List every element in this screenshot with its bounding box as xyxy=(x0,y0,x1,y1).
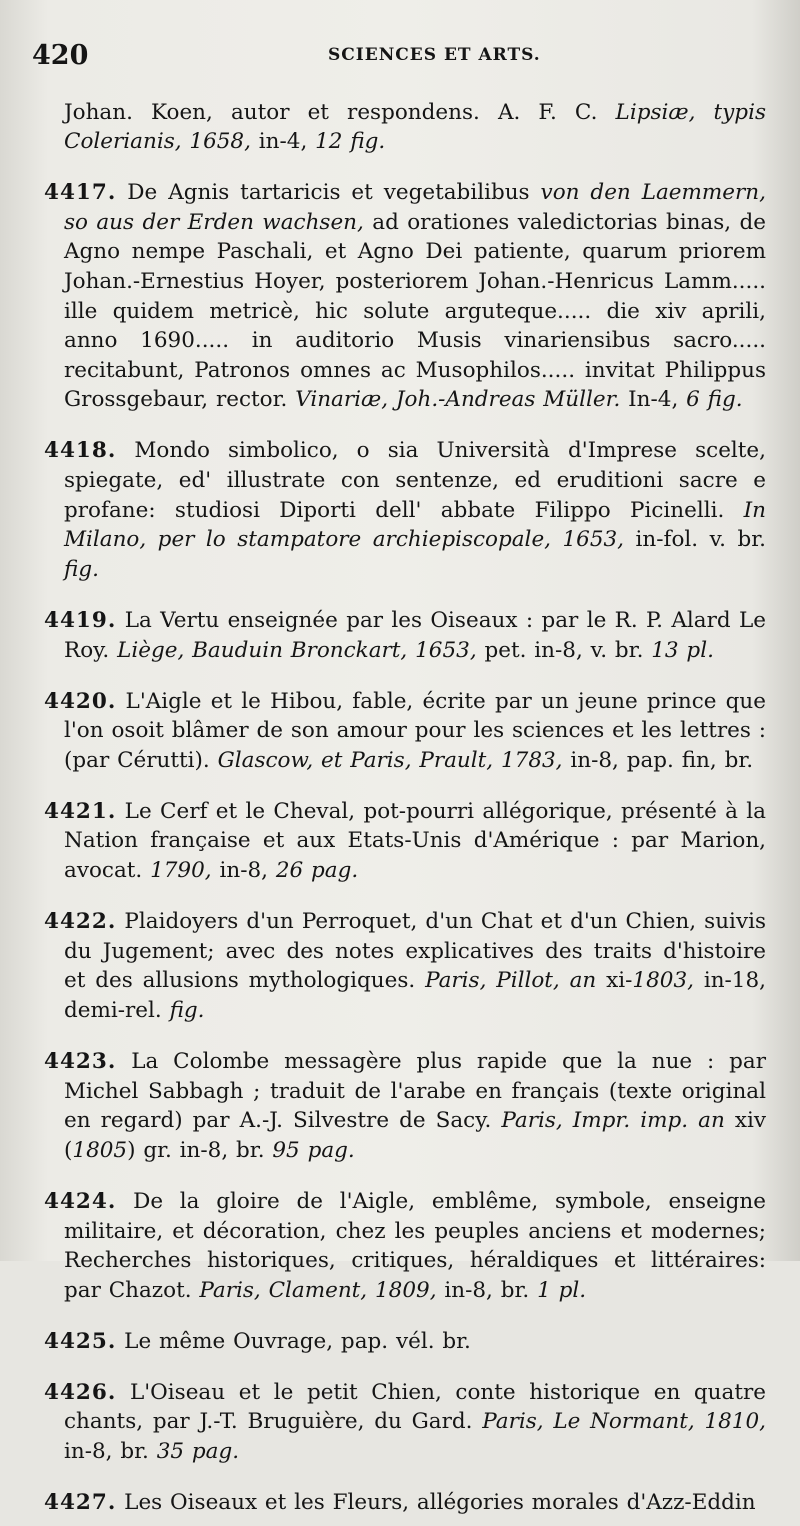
entry-text: in-4, xyxy=(250,129,316,155)
entry-text: in-8, xyxy=(211,858,276,884)
entry-imprint-italic: Paris, Pillot, an xyxy=(425,968,597,994)
catalogue-entry xyxy=(44,1047,766,1165)
entry-imprint-italic: von den Laemmern, so aus der Erden wachsen, xyxy=(64,180,766,235)
entry-number: 4417. xyxy=(44,180,117,206)
entry-imprint-italic: Paris, Clament, 1809, xyxy=(199,1277,437,1303)
entry-imprint-italic: 35 pag. xyxy=(156,1439,240,1465)
entry-imprint-italic: 95 pag. xyxy=(272,1137,355,1163)
entry-text: Mondo simbolico, o sia Università d'Imprese scelte, spiegate, ed' illustrate con sentenze, ed eruditioni sacre e profane: studiosi Diporti dell' abbate Filippo Picinelli. xyxy=(64,438,766,523)
entry-continuation xyxy=(44,98,766,157)
catalogue-entries xyxy=(44,76,766,1526)
entry-text: Les Oiseaux et les Fleurs, allégories morales d'Azz-Eddin xyxy=(124,1490,756,1516)
entry-text: L'Oiseau et le petit Chien, conte historique en quatre chants, par J.-T. Bruguière, du Gard. xyxy=(64,1379,766,1435)
entry-imprint-italic: 1803, xyxy=(632,968,694,994)
entry-number: 4423. xyxy=(44,1049,117,1075)
entry-imprint-italic: 6 fig. xyxy=(686,387,743,413)
entry-text: La Vertu enseignée par les Oiseaux : par le R. P. Alard Le Roy. xyxy=(64,607,766,663)
entry-imprint-italic: Glascow, et Paris, Prault, 1783, xyxy=(217,747,563,773)
entry-imprint-italic: 12 fig. xyxy=(315,129,386,155)
page-header xyxy=(28,36,740,76)
running-title: SCIENCES ET ARTS. xyxy=(328,45,541,65)
entry-text: in-8, br. xyxy=(64,1439,157,1465)
entry-imprint-italic: 13 pl. xyxy=(651,637,714,663)
entry-imprint-italic: 1790, xyxy=(150,858,212,884)
entry-text: in-fol. v. br. xyxy=(624,527,766,553)
entry-imprint-italic: Vinariæ, Joh.-Andreas Müller. xyxy=(295,387,621,413)
entry-imprint-italic: 26 pag. xyxy=(275,858,359,884)
catalogue-entry xyxy=(44,1187,766,1305)
entry-text: L'Aigle et le Hibou, fable, écrite par un jeune prince que l'on osoit blâmer de son amour pour les sciences et les lettres : (par Cérutti). xyxy=(64,688,767,773)
entry-imprint-italic: 1805 xyxy=(72,1137,128,1163)
catalogue-entry xyxy=(44,907,766,1025)
catalogue-entry xyxy=(44,606,766,665)
entry-imprint-italic: Liège, Bauduin Bronckart, 1653, xyxy=(117,637,477,663)
entry-text: pet. in-8, v. br. xyxy=(476,637,652,663)
entry-number: 4420. xyxy=(44,688,117,714)
catalogue-entry xyxy=(44,178,766,415)
entry-text: ad orationes valedictorias binas, de Agno nempe Paschali, et Agno Dei patiente, quarum priorem Johan.-Ernestius Hoyer, posteriorem Johan.-Henricus Lamm..... ille quidem metricè, hic solute arguteque..... die xiv aprili, anno 1690..... in auditorio Musis vinariensibus sacro..... recitabunt, Patronos omnes ac Musophilos..... invitat Philippus Grossgebaur, rector. xyxy=(64,209,766,413)
entry-number: 4424. xyxy=(44,1188,117,1214)
entry-imprint-italic: fig. xyxy=(169,997,205,1023)
entry-number: 4425. xyxy=(44,1328,117,1354)
entry-text: in-8, br. xyxy=(436,1277,538,1303)
entry-text: xi- xyxy=(596,968,633,994)
entry-text: La Colombe messagère plus rapide que la nue : par Michel Sabbagh ; traduit de l'arabe en français (texte original en regard) par A.-J. Silvestre de Sacy. xyxy=(64,1049,766,1134)
entry-imprint-italic: fig. xyxy=(64,556,99,582)
entry-number: 4427. xyxy=(44,1490,117,1516)
entry-number: 4422. xyxy=(44,909,117,935)
entry-number: 4421. xyxy=(44,798,117,824)
entry-text: Le Cerf et le Cheval, pot-pourri allégorique, présenté à la Nation française et aux Etats-Unis d'Amérique : par Marion, avocat. xyxy=(64,798,766,884)
entry-imprint-italic: Paris, Le Normant, 1810, xyxy=(482,1409,766,1435)
entry-text: De la gloire de l'Aigle, emblême, symbole, enseigne militaire, et décoration, chez les peuples anciens et modernes; Recherches historiques, critiques, héraldiques et littéraires: par Chazot. xyxy=(64,1188,766,1303)
entry-number: 4419. xyxy=(44,607,117,633)
entry-text: xiv ( xyxy=(64,1108,767,1163)
entry-text: Le même Ouvrage, pap. vél. br. xyxy=(124,1328,471,1354)
catalogue-entry xyxy=(44,1378,766,1467)
catalogue-entry xyxy=(44,1488,766,1518)
catalogue-entry xyxy=(44,687,766,776)
entry-text: Plaidoyers d'un Perroquet, d'un Chat et d'un Chien, suivis du Jugement; avec des notes explicatives des traits d'histoire et des allusions mythologiques. xyxy=(64,909,766,994)
entry-imprint-italic: Lipsiæ, typis Colerianis, 1658, xyxy=(64,99,766,155)
entry-imprint-italic: 1 pl. xyxy=(537,1277,587,1303)
catalogue-entry xyxy=(44,797,766,886)
entry-text: in-18, demi-rel. xyxy=(64,968,766,1023)
entry-imprint-italic: In Milano, per lo stampatore archiepiscopale, 1653, xyxy=(64,497,766,553)
page-number: 420 xyxy=(32,40,89,71)
catalogue-entry xyxy=(44,436,766,584)
entry-imprint-italic: Paris, Impr. imp. an xyxy=(501,1108,725,1134)
entry-text: De Agnis tartaricis et vegetabilibus xyxy=(127,180,541,206)
entry-text: In-4, xyxy=(620,387,687,413)
entry-number: 4418. xyxy=(44,438,117,464)
entry-text: Johan. Koen, autor et respondens. A. F. C. xyxy=(64,99,616,125)
entry-number: 4426. xyxy=(44,1379,117,1405)
entry-text: ) gr. in-8, br. xyxy=(127,1137,273,1163)
entry-text: in-8, pap. fin, br. xyxy=(562,747,754,773)
catalogue-entry xyxy=(44,1327,766,1357)
